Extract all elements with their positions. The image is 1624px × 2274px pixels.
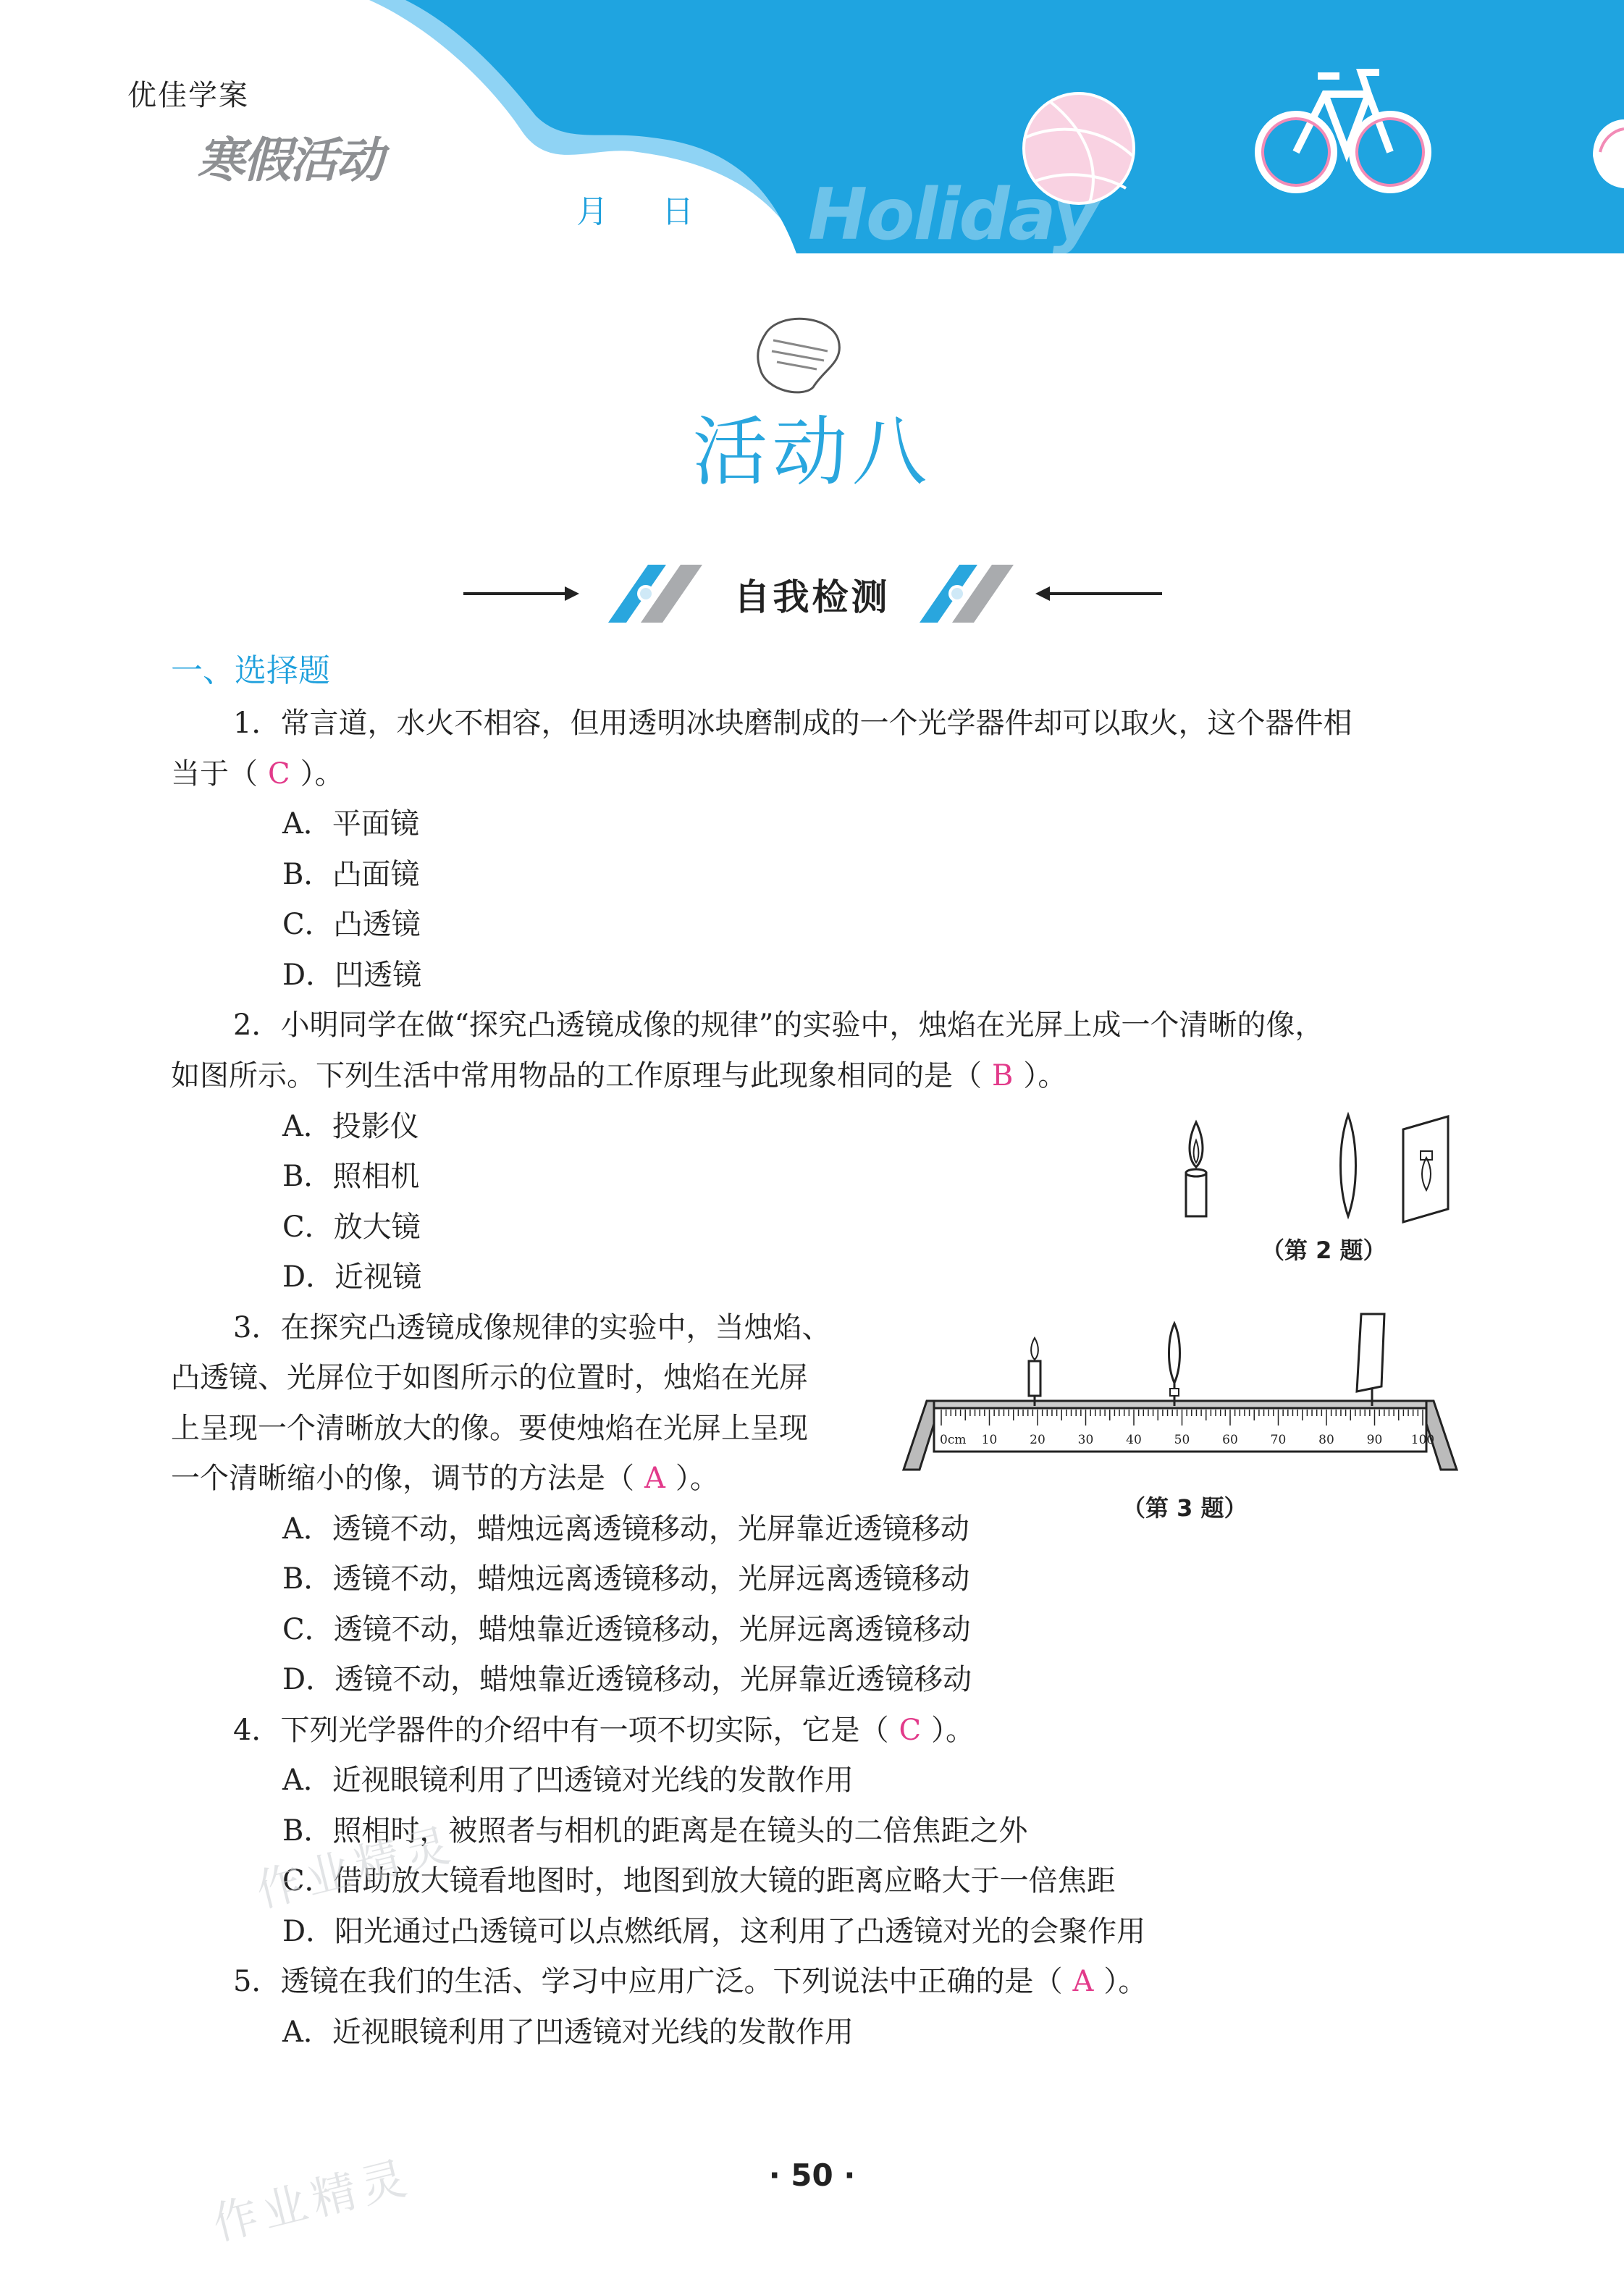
q1-option-b: B．凸面镜 <box>282 858 420 891</box>
q2-figure <box>1158 1108 1463 1231</box>
brand-name: 优佳学案 <box>127 79 249 112</box>
q3-stem-end: ）。 <box>675 1462 719 1495</box>
q4-option-a: A．近视眼镜利用了凹透镜对光线的发散作用 <box>282 1764 854 1797</box>
q2-option-c: C．放大镜 <box>282 1210 421 1244</box>
ruler-tick-label: 70 <box>1270 1433 1287 1447</box>
q4-stem-text: 4．下列光学器件的介绍中有一项不切实际，它是（ <box>233 1714 889 1747</box>
q2-option-a: A．投影仪 <box>282 1110 419 1143</box>
q2-stem-end: ）。 <box>1023 1059 1067 1092</box>
q5-stem-text: 5．透镜在我们的生活、学习中应用广泛。下列说法中正确的是（ <box>233 1965 1063 1998</box>
watermark-mid: 作业精灵 <box>251 1817 460 1918</box>
q3-option-d: D．透镜不动，蜡烛靠近透镜移动，光屏靠近透镜移动 <box>282 1663 972 1696</box>
q3-option-a: A．透镜不动，蜡烛远离透镜移动，光屏靠近透镜移动 <box>282 1512 969 1546</box>
q4-option-d: D．阳光通过凸透镜可以点燃纸屑，这利用了凸透镜对光的会聚作用 <box>282 1915 1146 1948</box>
q3-line3: 上呈现一个清晰放大的像。要使烛焰在光屏上呈现 <box>171 1412 808 1445</box>
month-label: 月 <box>576 193 608 230</box>
q5-option-a: A．近视眼镜利用了凹透镜对光线的发散作用 <box>282 2016 854 2049</box>
part-heading: 一、选择题 <box>171 652 330 689</box>
q2-figure-caption: （第 2 题） <box>1261 1237 1387 1264</box>
ruler-tick-label: 90 <box>1366 1433 1383 1447</box>
ruler-tick-label: 30 <box>1077 1433 1094 1447</box>
ruler-tick-label: 0cm <box>940 1433 967 1447</box>
q1-option-d: D．凹透镜 <box>282 959 422 992</box>
q1-option-c: C．凸透镜 <box>282 908 421 941</box>
q2-answer: B <box>992 1059 1014 1092</box>
q1-stem-end: ）。 <box>300 757 344 791</box>
screen-icon <box>1403 1116 1448 1222</box>
q3-candle-icon <box>1029 1338 1040 1406</box>
q1-answer: C <box>268 757 290 791</box>
ruler-tick-label: 10 <box>981 1433 998 1447</box>
q3-stem-text: 一个清晰缩小的像，调节的方法是（ <box>171 1462 634 1495</box>
q5-line <box>233 1964 1147 1999</box>
brand-subtitle: 寒假活动 <box>197 132 382 188</box>
section-title: 自我检测 <box>733 576 891 618</box>
lens-icon <box>1341 1115 1356 1216</box>
candle-icon <box>1186 1122 1206 1216</box>
q3-option-c: C．透镜不动，蜡烛靠近透镜移动，光屏远离透镜移动 <box>282 1613 971 1646</box>
q2-option-b: B．照相机 <box>282 1160 420 1193</box>
q1-option-a: A．平面镜 <box>282 807 419 841</box>
q3-answer: A <box>644 1462 665 1495</box>
q4-option-b: B．照相时，被照者与相机的距离是在镜头的二倍焦距之外 <box>282 1814 1028 1848</box>
day-label: 日 <box>662 193 694 230</box>
ruler-tick-label: 20 <box>1030 1433 1045 1447</box>
holiday-word: Holiday <box>808 174 1098 256</box>
q2-line1: 2．小明同学在做“探究凸透镜成像的规律”的实验中，烛焰在光屏上成一个清晰的像， <box>233 1008 1324 1042</box>
q2-option-d: D．近视镜 <box>282 1260 422 1294</box>
q4-option-c: C．借助放大镜看地图时，地图到放大镜的距离应略大于一倍焦距 <box>282 1864 1116 1898</box>
q4-line <box>233 1713 975 1748</box>
q1-stem-text: 当于（ <box>171 757 258 791</box>
q3-lens-icon <box>1169 1323 1180 1406</box>
q3-line2: 凸透镜、光屏位于如图所示的位置时，烛焰在光屏 <box>171 1361 808 1394</box>
title-badge-icon <box>752 311 846 398</box>
q1-line2 <box>171 757 344 791</box>
q3-line4 <box>171 1461 719 1496</box>
q4-stem-end: ）。 <box>931 1714 975 1747</box>
activity-title: 活动八 <box>692 408 932 496</box>
ruler-tick-label: 40 <box>1126 1433 1142 1447</box>
q3-figure <box>898 1310 1463 1477</box>
ruler-tick-label: 80 <box>1318 1433 1334 1447</box>
q1-line1: 1．常言道，水火不相容，但用透明冰块磨制成的一个光学器件却可以取火，这个器件相 <box>233 707 1352 740</box>
q5-answer: A <box>1072 1965 1094 1998</box>
q3-line1: 3．在探究凸透镜成像规律的实验中，当烛焰、 <box>233 1311 831 1344</box>
q2-line2 <box>171 1058 1066 1093</box>
ruler-tick-label: 60 <box>1222 1433 1238 1447</box>
q5-stem-end: ）。 <box>1103 1965 1148 1998</box>
ruler-tick-label: 50 <box>1174 1433 1190 1447</box>
page-header <box>0 0 1624 256</box>
q2-stem-text: 如图所示。下列生活中常用物品的工作原理与此现象相同的是（ <box>171 1059 982 1092</box>
q3-option-b: B．透镜不动，蜡烛远离透镜移动，光屏远离透镜移动 <box>282 1562 970 1596</box>
watermark-bottom: 作业精灵 <box>207 2150 417 2251</box>
ruler-tick-label: 100 <box>1410 1433 1435 1447</box>
q4-answer: C <box>899 1714 922 1747</box>
page-number: · 50 · <box>768 2157 856 2193</box>
q3-screen-icon <box>1357 1314 1384 1406</box>
q3-figure-caption: （第 3 题） <box>1122 1494 1248 1522</box>
